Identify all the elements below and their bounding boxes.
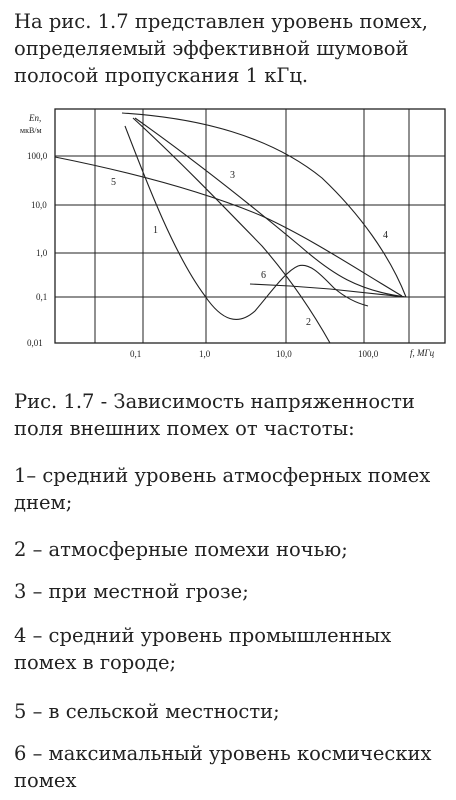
curve-label-4: 4 bbox=[383, 230, 388, 241]
plot-frame bbox=[55, 109, 445, 343]
y-axis-label: Еп, bbox=[29, 113, 42, 123]
curve-label-2: 2 bbox=[306, 317, 311, 328]
y-tick-label: 100,0 bbox=[27, 151, 48, 161]
y-tick-label: 0,1 bbox=[36, 292, 48, 302]
curve-2 bbox=[133, 118, 330, 343]
legend-item: 4 – средний уровень промышленных помех в городе; bbox=[14, 624, 392, 674]
legend-item: 3 – при местной грозе; bbox=[14, 580, 249, 603]
y-tick-label: 10,0 bbox=[31, 200, 47, 210]
curve-5 bbox=[55, 157, 402, 296]
curve-label-5: 5 bbox=[111, 177, 116, 188]
vertical-gridlines bbox=[95, 109, 409, 343]
noise-level-figure bbox=[0, 106, 456, 366]
curve-1 bbox=[125, 126, 368, 319]
curve-6 bbox=[250, 284, 405, 297]
legend-item: 5 – в сельской местности; bbox=[14, 700, 280, 723]
x-tick-label: 100,0 bbox=[358, 349, 379, 359]
y-tick-label: 1,0 bbox=[36, 248, 48, 258]
y-axis-unit: мкВ/м bbox=[20, 126, 42, 135]
curve-label-3: 3 bbox=[230, 170, 235, 181]
y-tick-label: 0,01 bbox=[27, 338, 43, 348]
legend-item: 1– средний уровень атмосферных помех днем; bbox=[14, 464, 431, 514]
x-tick-label: 10,0 bbox=[276, 349, 292, 359]
intro-paragraph: На рис. 1.7 представлен уровень помех, определяемый эффективной шумовой полосой пропускания 1 кГц. bbox=[14, 10, 428, 87]
curve-3 bbox=[135, 118, 406, 297]
x-tick-label: 1,0 bbox=[199, 349, 211, 359]
legend-item: 6 – максимальный уровень космических помех bbox=[14, 742, 432, 792]
curve-label-6: 6 bbox=[261, 270, 266, 281]
x-axis-label: f, МГц bbox=[410, 348, 435, 358]
x-tick-label: 0,1 bbox=[130, 349, 142, 359]
curve-label-1: 1 bbox=[153, 225, 158, 236]
legend-item: 2 – атмосферные помехи ночью; bbox=[14, 538, 348, 561]
figure-caption: Рис. 1.7 - Зависимость напряженности поля внешних помех от частоты: bbox=[14, 390, 415, 440]
